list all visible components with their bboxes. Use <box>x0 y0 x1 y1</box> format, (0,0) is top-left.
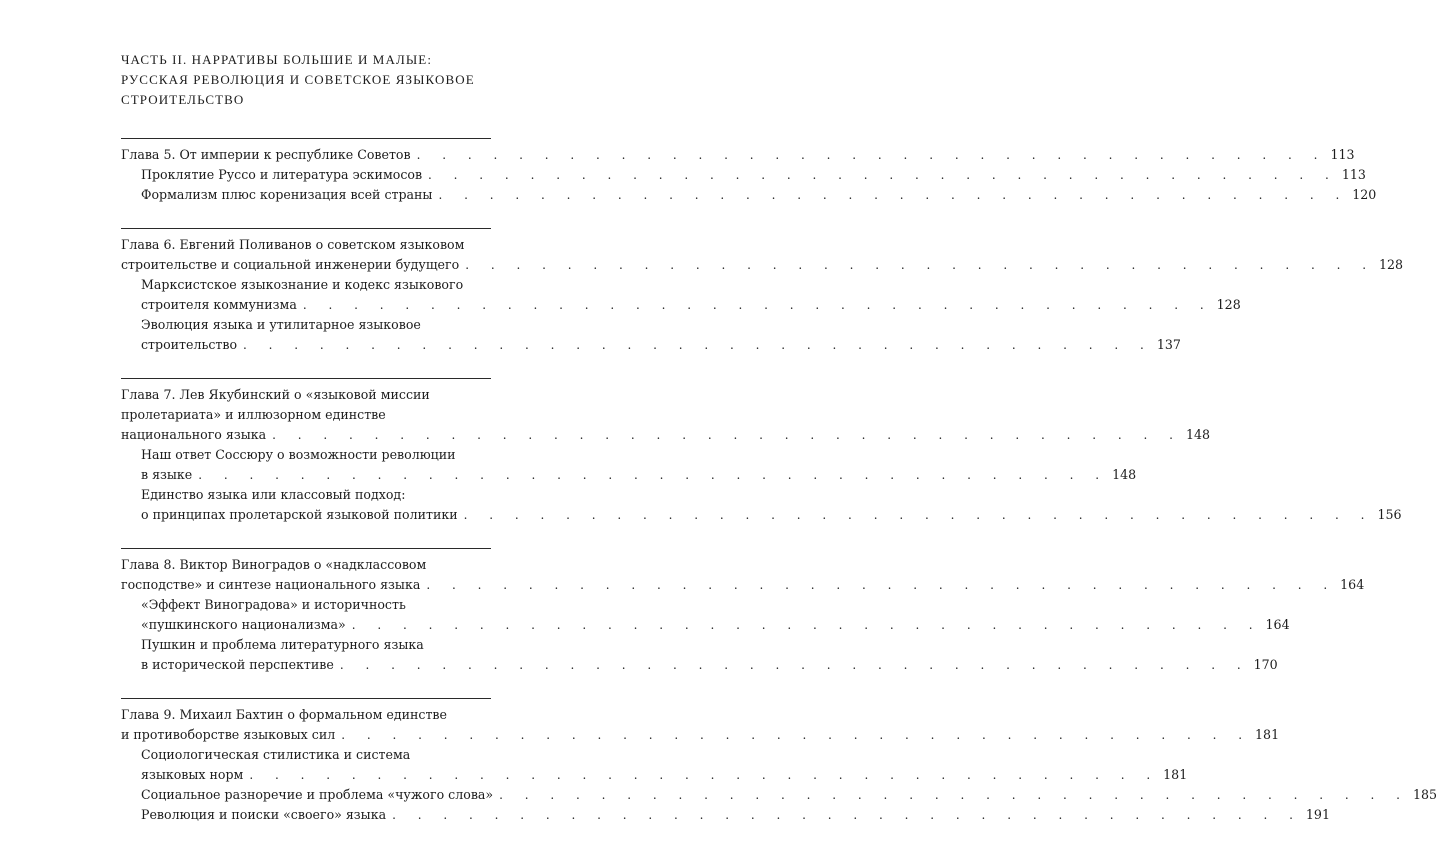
chapter-entry-line <box>121 555 491 575</box>
dot-leader: . . . . . . . . . . . . . . . . . . . . . . . . . . . . . . . . . . . . <box>341 728 1252 742</box>
chapter-block <box>121 138 1377 205</box>
page-number: 128 <box>1216 297 1241 312</box>
chapter-entry-line <box>121 385 491 405</box>
dot-leader: . . . . . . . . . . . . . . . . . . . . . . . . . . . . . . . . . . . . <box>351 618 1262 632</box>
chapter-divider <box>121 228 491 229</box>
page-number: 128 <box>1379 257 1404 272</box>
chapter-title: пролетариата» и иллюзорном единстве <box>121 407 386 422</box>
section-title: Формализм плюс коренизация всей страны <box>141 187 433 202</box>
dot-leader: . . . . . . . . . . . . . . . . . . . . . . . . . . . . . . . . . . . . <box>463 508 1374 522</box>
part-title-line: РУССКАЯ РЕВОЛЮЦИЯ И СОВЕТСКОЕ ЯЗЫКОВОЕ <box>121 72 475 87</box>
section-title: о принципах пролетарской языковой политики <box>141 507 458 522</box>
chapter-title: строительстве и социальной инженерии будущего <box>121 257 460 272</box>
section-entry-line <box>121 745 491 765</box>
chapter-title: Глава 5. От империи к республике Советов <box>121 147 411 162</box>
chapter-entry-line <box>121 405 491 425</box>
chapter-title: Глава 7. Лев Якубинский о «языковой миссии <box>121 387 430 402</box>
chapter-entry-line <box>121 705 491 725</box>
page-number: 113 <box>1330 147 1355 162</box>
page-number: 164 <box>1340 577 1365 592</box>
dot-leader: . . . . . . . . . . . . . . . . . . . . . . . . . . . . . . . . . . . . <box>249 768 1160 782</box>
chapter-entry-line <box>121 235 491 255</box>
part-title <box>121 50 491 110</box>
chapter-title: господстве» и синтезе национального языка <box>121 577 421 592</box>
chapter-block <box>121 698 1437 825</box>
page-number: 148 <box>1185 427 1210 442</box>
section-entry-line <box>121 505 1402 525</box>
part-title-line: ЧАСТЬ II. НАРРАТИВЫ БОЛЬШИЕ И МАЛЫЕ: <box>121 52 433 67</box>
page-number: 113 <box>1341 167 1366 182</box>
chapter-block <box>121 548 1365 675</box>
chapter-block <box>121 378 1402 525</box>
section-title: Марксистское языкознание и кодекс языкового <box>141 277 464 292</box>
chapter-divider <box>121 698 491 699</box>
section-entry-line <box>121 165 1366 185</box>
chapter-block <box>121 228 1404 355</box>
section-title: в языке <box>141 467 193 482</box>
section-title: языковых норм <box>141 767 244 782</box>
section-entry-line <box>121 595 491 615</box>
section-entry-line <box>121 765 1188 785</box>
chapter-divider <box>121 378 491 379</box>
section-entry-line <box>121 445 491 465</box>
section-title: Эволюция языка и утилитарное языковое <box>141 317 421 332</box>
page-number: 164 <box>1265 617 1290 632</box>
chapter-entry-line <box>121 425 1210 445</box>
page-number: 181 <box>1255 727 1280 742</box>
section-title: строителя коммунизма <box>141 297 297 312</box>
page-number: 120 <box>1352 187 1377 202</box>
chapter-divider <box>121 548 491 549</box>
page-number: 137 <box>1156 337 1181 352</box>
chapter-title: и противоборстве языковых сил <box>121 727 336 742</box>
chapter-title: Глава 9. Михаил Бахтин о формальном единстве <box>121 707 447 722</box>
section-title: Единство языка или классовый подход: <box>141 487 406 502</box>
dot-leader: . . . . . . . . . . . . . . . . . . . . . . . . . . . . . . . . . . . . <box>416 148 1327 162</box>
section-title: Социальное разноречие и проблема «чужого слова» <box>141 787 494 802</box>
chapter-entry-line <box>121 725 1280 745</box>
dot-leader: . . . . . . . . . . . . . . . . . . . . . . . . . . . . . . . . . . . . <box>428 168 1338 182</box>
section-entry-line <box>121 185 1377 205</box>
section-entry-line <box>121 785 1437 805</box>
page-number: 170 <box>1253 657 1278 672</box>
page-number: 181 <box>1163 767 1188 782</box>
toc-page <box>121 50 1437 848</box>
dot-leader: . . . . . . . . . . . . . . . . . . . . . . . . . . . . . . . . . . . . <box>438 188 1349 202</box>
section-entry-line <box>121 315 491 335</box>
chapter-entry-line <box>121 575 1365 595</box>
chapter-entry-line <box>121 145 1355 165</box>
dot-leader: . . . . . . . . . . . . . . . . . . . . . . . . . . . . . . . . . . . . <box>392 808 1302 822</box>
section-title: Пушкин и проблема литературного языка <box>141 637 424 652</box>
section-title: строительство <box>141 337 238 352</box>
chapter-entry-line <box>121 255 1404 275</box>
section-title: в исторической перспективе <box>141 657 334 672</box>
dot-leader: . . . . . . . . . . . . . . . . . . . . . . . . . . . . . . . . . . . . <box>243 338 1153 352</box>
dot-leader: . . . . . . . . . . . . . . . . . . . . . . . . . . . . . . . . . . . . <box>426 578 1337 592</box>
chapter-title: национального языка <box>121 427 267 442</box>
dot-leader: . . . . . . . . . . . . . . . . . . . . . . . . . . . . . . . . . . . . <box>272 428 1182 442</box>
chapter-list <box>121 138 1437 825</box>
section-entry-line <box>121 275 491 295</box>
section-title: «Эффект Виноградова» и историчность <box>141 597 406 612</box>
page-number: 156 <box>1377 507 1402 522</box>
dot-leader: . . . . . . . . . . . . . . . . . . . . . . . . . . . . . . . . . . . . <box>499 788 1409 802</box>
section-entry-line <box>121 485 491 505</box>
section-title: Наш ответ Соссюру о возможности революции <box>141 447 456 462</box>
page-number: 185 <box>1412 787 1437 802</box>
section-title: «пушкинского национализма» <box>141 617 346 632</box>
section-entry-line <box>121 615 1290 635</box>
dot-leader: . . . . . . . . . . . . . . . . . . . . . . . . . . . . . . . . . . . . <box>339 658 1250 672</box>
section-entry-line <box>121 465 1137 485</box>
section-entry-line <box>121 635 491 655</box>
section-entry-line <box>121 295 1241 315</box>
section-title: Проклятие Руссо и литература эскимосов <box>141 167 423 182</box>
section-entry-line <box>121 655 1278 675</box>
part-title-line: СТРОИТЕЛЬСТВО <box>121 92 245 107</box>
chapter-divider <box>121 138 491 139</box>
dot-leader: . . . . . . . . . . . . . . . . . . . . . . . . . . . . . . . . . . . . <box>302 298 1213 312</box>
page-number: 148 <box>1112 467 1137 482</box>
dot-leader: . . . . . . . . . . . . . . . . . . . . . . . . . . . . . . . . . . . . <box>198 468 1109 482</box>
chapter-title: Глава 8. Виктор Виноградов о «надклассовом <box>121 557 427 572</box>
chapter-title: Глава 6. Евгений Поливанов о советском языковом <box>121 237 465 252</box>
dot-leader: . . . . . . . . . . . . . . . . . . . . . . . . . . . . . . . . . . . . <box>465 258 1376 272</box>
section-title: Революция и поиски «своего» языка <box>141 807 387 822</box>
section-title: Социологическая стилистика и система <box>141 747 411 762</box>
page-number: 191 <box>1305 807 1330 822</box>
section-entry-line <box>121 805 1330 825</box>
section-entry-line <box>121 335 1181 355</box>
